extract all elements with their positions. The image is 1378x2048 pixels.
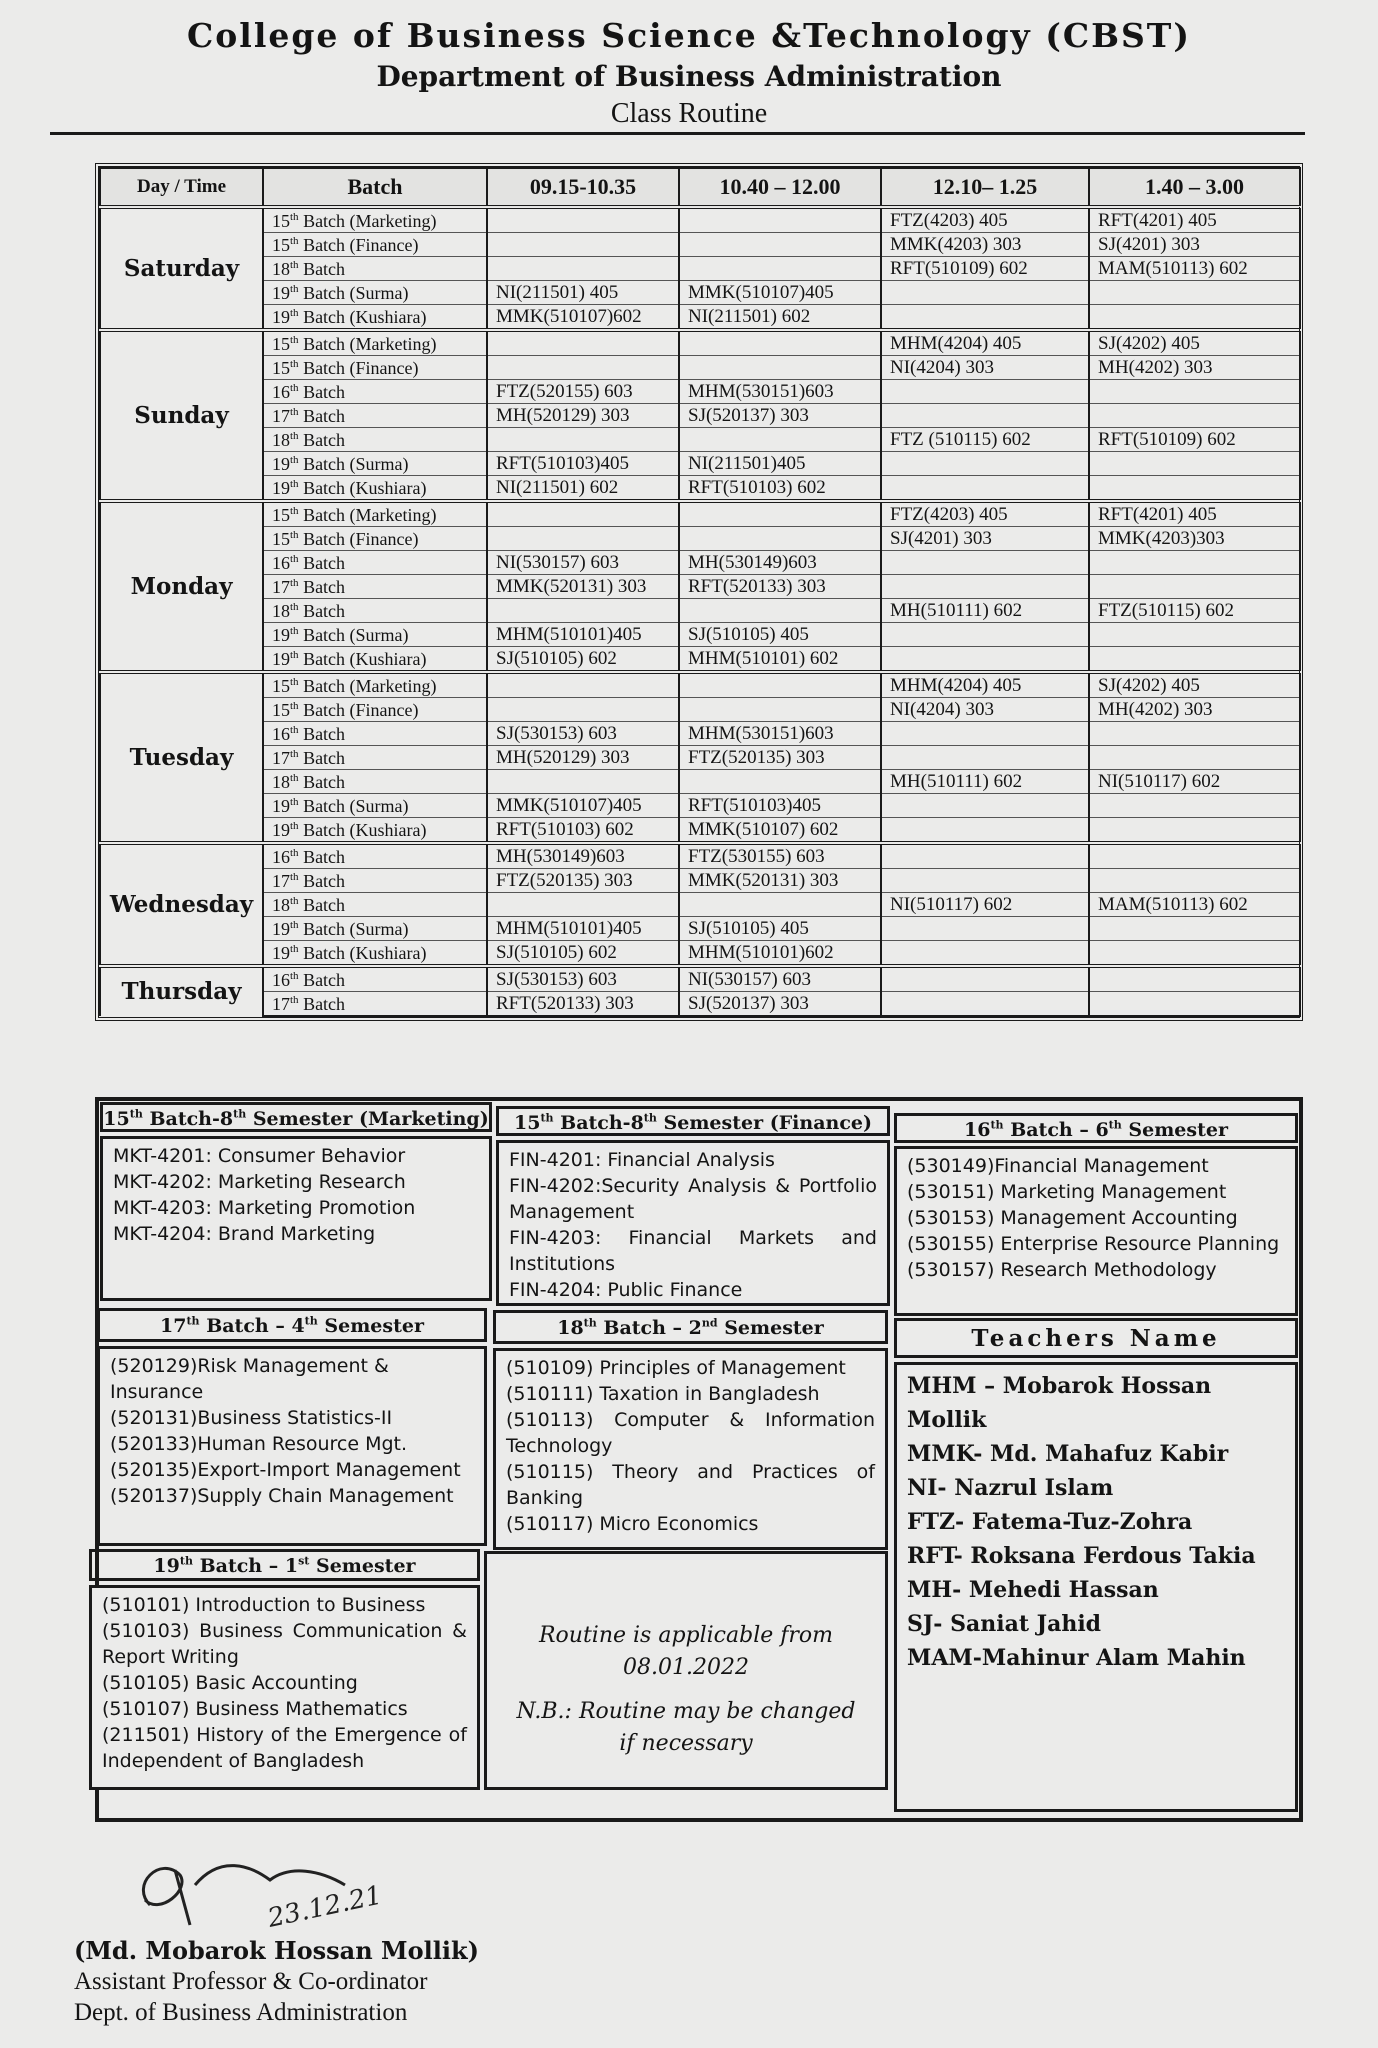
slot-2-cell (679, 330, 881, 356)
signature-scrawl (120, 1845, 385, 1935)
batch-cell: 19th Batch (Kushiara) (263, 941, 487, 967)
col-header-slot1: 09.15-10.35 (487, 168, 679, 207)
slot-3-cell: MH(510111) 602 (881, 770, 1089, 794)
slot-1-cell (487, 207, 679, 233)
slot-4-cell (1089, 941, 1300, 967)
batch-cell: 15th Batch (Finance) (263, 698, 487, 722)
slot-1-cell (487, 356, 679, 380)
slot-1-cell: SJ(530153) 603 (487, 722, 679, 746)
schedule-row (100, 941, 1300, 967)
batch-cell: 17th Batch (263, 992, 487, 1017)
batch-cell: 18th Batch (263, 599, 487, 623)
course-item: MKT-4203: Marketing Promotion (113, 1197, 416, 1219)
batch-cell: 18th Batch (263, 893, 487, 917)
batch-cell: 19th Batch (Surma) (263, 452, 487, 476)
course-item: (530153) Management Accounting (907, 1207, 1238, 1229)
schedule-row (100, 233, 1300, 257)
slot-1-cell: SJ(530153) 603 (487, 966, 679, 992)
schedule-row (100, 893, 1300, 917)
course-box-15th-marketing (100, 1136, 492, 1301)
schedule-row (100, 330, 1300, 356)
day-cell: Thursday (100, 966, 263, 1016)
slot-2-cell (679, 893, 881, 917)
day-cell: Tuesday (100, 672, 263, 843)
slot-3-cell: FTZ(4203) 405 (881, 501, 1089, 527)
batch-cell: 18th Batch (263, 770, 487, 794)
batch-cell: 15th Batch (Marketing) (263, 672, 487, 698)
slot-1-cell: MH(520129) 303 (487, 404, 679, 428)
slot-2-cell (679, 233, 881, 257)
batch-cell: 17th Batch (263, 575, 487, 599)
department-name: Department of Business Administration (376, 60, 1002, 93)
schedule-row (100, 843, 1300, 869)
slot-3-cell (881, 575, 1089, 599)
slot-2-cell: FTZ(520135) 303 (679, 746, 881, 770)
heading-19th: 19th Batch – 1st Semester (89, 1549, 480, 1581)
course-item: (510115) Theory and Practices of Banking (506, 1461, 875, 1509)
course-box-15th-finance (496, 1140, 890, 1306)
course-box-19th (89, 1585, 480, 1790)
schedule-table-frame (95, 163, 1303, 1021)
day-cell: Monday (100, 501, 263, 672)
course-item: (510111) Taxation in Bangladesh (506, 1383, 820, 1405)
batch-cell: 16th Batch (263, 551, 487, 575)
slot-1-cell (487, 893, 679, 917)
signatory-title: Assistant Professor & Co-ordinator (74, 1968, 428, 1995)
batch-cell: 18th Batch (263, 428, 487, 452)
batch-cell: 19th Batch (Kushiara) (263, 818, 487, 844)
slot-3-cell (881, 551, 1089, 575)
slot-2-cell (679, 257, 881, 281)
slot-1-cell: NI(211501) 405 (487, 281, 679, 305)
col-header-batch: Batch (263, 168, 487, 207)
slot-3-cell (881, 647, 1089, 673)
slot-4-cell (1089, 380, 1300, 404)
note-box (484, 1551, 888, 1790)
slot-2-cell (679, 599, 881, 623)
change-note: N.B.: Routine may be changed (516, 1699, 856, 1724)
teachers-list (897, 1365, 1295, 1679)
document-header (0, 14, 1378, 132)
slot-2-cell: MMK(510107)405 (679, 281, 881, 305)
slot-3-cell: NI(4204) 303 (881, 356, 1089, 380)
applicable-date-note: Routine is applicable from 08.01.2022 (538, 1623, 834, 1680)
batch-cell: 15th Batch (Finance) (263, 356, 487, 380)
schedule-row (100, 575, 1300, 599)
batch-cell: 17th Batch (263, 869, 487, 893)
slot-3-cell: RFT(510109) 602 (881, 257, 1089, 281)
slot-4-cell (1089, 746, 1300, 770)
teacher-entry: MH- Mehedi Hassan (907, 1577, 1159, 1603)
slot-4-cell (1089, 818, 1300, 844)
course-list (100, 1349, 484, 1513)
slot-4-cell (1089, 305, 1300, 331)
slot-3-cell: NI(510117) 602 (881, 893, 1089, 917)
course-item: (510117) Micro Economics (506, 1513, 759, 1535)
slot-4-cell (1089, 404, 1300, 428)
slot-2-cell: NI(211501)405 (679, 452, 881, 476)
schedule-row (100, 207, 1300, 233)
slot-1-cell: RFT(520133) 303 (487, 992, 679, 1017)
slot-1-cell: NI(530157) 603 (487, 551, 679, 575)
teacher-entry: NI- Nazrul Islam (907, 1475, 1114, 1501)
slot-2-cell (679, 770, 881, 794)
signatory-dept: Dept. of Business Administration (74, 1999, 408, 2026)
change-note-cont: if necessary (619, 1731, 753, 1756)
slot-4-cell (1089, 917, 1300, 941)
slot-2-cell: FTZ(530155) 603 (679, 843, 881, 869)
slot-3-cell: MH(510111) 602 (881, 599, 1089, 623)
batch-cell: 19th Batch (Surma) (263, 281, 487, 305)
slot-1-cell: MMK(520131) 303 (487, 575, 679, 599)
course-item: (510109) Principles of Management (506, 1357, 846, 1379)
slot-1-cell: RFT(510103)405 (487, 452, 679, 476)
schedule-row (100, 917, 1300, 941)
heading-17th: 17th Batch – 4th Semester (97, 1308, 487, 1342)
schedule-row (100, 404, 1300, 428)
slot-4-cell: MAM(510113) 602 (1089, 257, 1300, 281)
slot-1-cell (487, 330, 679, 356)
day-cell: Saturday (100, 207, 263, 330)
slot-3-cell (881, 869, 1089, 893)
slot-2-cell: NI(211501) 602 (679, 305, 881, 331)
slot-3-cell: FTZ (510115) 602 (881, 428, 1089, 452)
course-item: FIN-4203: Financial Markets and Institutions (509, 1227, 877, 1275)
batch-cell: 15th Batch (Finance) (263, 527, 487, 551)
schedule-row (100, 599, 1300, 623)
col-header-slot3: 12.10– 1.25 (881, 168, 1089, 207)
course-item: (520137)Supply Chain Management (110, 1485, 454, 1507)
slot-1-cell: SJ(510105) 602 (487, 647, 679, 673)
day-cell: Sunday (100, 330, 263, 501)
schedule-row (100, 992, 1300, 1017)
signatory-name: (Md. Mobarok Hossan Mollik) (74, 1936, 479, 1965)
college-name: College of Business Science &Technology (CBST) (187, 16, 1191, 55)
slot-1-cell: FTZ(520135) 303 (487, 869, 679, 893)
schedule-body (100, 207, 1300, 1016)
slot-4-cell: FTZ(510115) 602 (1089, 599, 1300, 623)
heading-15th-marketing: 15th Batch-8th Semester (Marketing) (100, 1102, 492, 1132)
schedule-row (100, 356, 1300, 380)
slot-2-cell (679, 698, 881, 722)
slot-1-cell: MMK(510107)405 (487, 794, 679, 818)
slot-4-cell (1089, 623, 1300, 647)
teacher-entry: MHM – Mobarok Hossan Mollik (907, 1373, 1212, 1433)
schedule-row (100, 428, 1300, 452)
slot-4-cell (1089, 843, 1300, 869)
slot-3-cell (881, 404, 1089, 428)
slot-3-cell (881, 746, 1089, 770)
batch-cell: 16th Batch (263, 843, 487, 869)
teacher-entry: FTZ- Fatema-Tuz-Zohra (907, 1509, 1193, 1535)
slot-3-cell (881, 476, 1089, 502)
course-item: (211501) History of the Emergence of Independent of Bangladesh (102, 1724, 467, 1772)
teacher-entry: SJ- Saniat Jahid (907, 1611, 1102, 1637)
slot-4-cell: RFT(4201) 405 (1089, 501, 1300, 527)
schedule-row (100, 869, 1300, 893)
course-item: (520133)Human Resource Mgt. (110, 1433, 408, 1455)
slot-2-cell (679, 207, 881, 233)
schedule-row (100, 527, 1300, 551)
batch-cell: 16th Batch (263, 722, 487, 746)
schedule-row (100, 501, 1300, 527)
teachers-box (894, 1362, 1298, 1812)
col-header-slot2: 10.40 – 12.00 (679, 168, 881, 207)
course-item: (520135)Export-Import Management (110, 1459, 461, 1481)
slot-1-cell: SJ(510105) 602 (487, 941, 679, 967)
slot-2-cell: MHM(530151)603 (679, 722, 881, 746)
schedule-row (100, 818, 1300, 844)
slot-3-cell (881, 992, 1089, 1017)
course-list (496, 1351, 885, 1541)
batch-cell: 15th Batch (Marketing) (263, 207, 487, 233)
slot-4-cell (1089, 794, 1300, 818)
slot-2-cell: MH(530149)603 (679, 551, 881, 575)
slot-2-cell: MHM(510101)602 (679, 941, 881, 967)
slot-2-cell: RFT(520133) 303 (679, 575, 881, 599)
batch-cell: 19th Batch (Kushiara) (263, 476, 487, 502)
slot-2-cell (679, 501, 881, 527)
slot-2-cell: SJ(520137) 303 (679, 404, 881, 428)
heading-16th: 16th Batch – 6th Semester (894, 1113, 1298, 1143)
slot-4-cell: RFT(510109) 602 (1089, 428, 1300, 452)
slot-3-cell (881, 452, 1089, 476)
slot-1-cell (487, 599, 679, 623)
course-item: MKT-4204: Brand Marketing (113, 1223, 376, 1245)
schedule-row (100, 722, 1300, 746)
slot-2-cell: MHM(510101) 602 (679, 647, 881, 673)
slot-2-cell: MMK(520131) 303 (679, 869, 881, 893)
batch-cell: 18th Batch (263, 257, 487, 281)
slot-4-cell: MH(4202) 303 (1089, 698, 1300, 722)
heading-teachers: Teachers Name (894, 1318, 1298, 1358)
slot-3-cell (881, 281, 1089, 305)
slot-3-cell (881, 305, 1089, 331)
schedule-row (100, 770, 1300, 794)
slot-1-cell: MH(530149)603 (487, 843, 679, 869)
slot-3-cell (881, 623, 1089, 647)
course-item: (510105) Basic Accounting (102, 1672, 358, 1694)
teacher-entry: MMK- Md. Mahafuz Kabir (907, 1441, 1229, 1467)
slot-4-cell (1089, 452, 1300, 476)
header-rule (50, 132, 1305, 135)
batch-cell: 15th Batch (Marketing) (263, 501, 487, 527)
course-list (92, 1588, 477, 1778)
slot-3-cell: FTZ(4203) 405 (881, 207, 1089, 233)
slot-4-cell: SJ(4202) 405 (1089, 330, 1300, 356)
slot-4-cell (1089, 647, 1300, 673)
slot-1-cell (487, 233, 679, 257)
slot-2-cell: MHM(530151)603 (679, 380, 881, 404)
schedule-row (100, 476, 1300, 502)
slot-3-cell: MHM(4204) 405 (881, 330, 1089, 356)
slot-3-cell (881, 843, 1089, 869)
slot-2-cell (679, 428, 881, 452)
slot-1-cell: MHM(510101)405 (487, 917, 679, 941)
schedule-table (99, 167, 1301, 1017)
slot-1-cell: RFT(510103) 602 (487, 818, 679, 844)
teacher-entry: RFT- Roksana Ferdous Takia (907, 1543, 1256, 1569)
slot-2-cell: SJ(510105) 405 (679, 917, 881, 941)
slot-2-cell: SJ(510105) 405 (679, 623, 881, 647)
slot-4-cell (1089, 722, 1300, 746)
course-list (499, 1143, 887, 1307)
slot-4-cell (1089, 869, 1300, 893)
schedule-row (100, 698, 1300, 722)
slot-3-cell (881, 818, 1089, 844)
schedule-row (100, 794, 1300, 818)
slot-1-cell (487, 428, 679, 452)
course-box-18th (493, 1348, 888, 1550)
slot-4-cell (1089, 281, 1300, 305)
slot-2-cell: RFT(510103)405 (679, 794, 881, 818)
slot-4-cell: SJ(4202) 405 (1089, 672, 1300, 698)
course-box-17th (97, 1346, 487, 1546)
course-item: FIN-4201: Financial Analysis (509, 1149, 775, 1171)
batch-cell: 15th Batch (Finance) (263, 233, 487, 257)
schedule-row (100, 281, 1300, 305)
slot-1-cell (487, 698, 679, 722)
course-item: (510101) Introduction to Business (102, 1594, 426, 1616)
batch-cell: 19th Batch (Kushiara) (263, 647, 487, 673)
course-item: MKT-4201: Consumer Behavior (113, 1145, 406, 1167)
batch-cell: 19th Batch (Surma) (263, 794, 487, 818)
slot-4-cell (1089, 575, 1300, 599)
schedule-row (100, 672, 1300, 698)
slot-1-cell: NI(211501) 602 (487, 476, 679, 502)
batch-cell: 17th Batch (263, 746, 487, 770)
slot-3-cell (881, 966, 1089, 992)
slot-1-cell: MH(520129) 303 (487, 746, 679, 770)
teacher-entry: MAM-Mahinur Alam Mahin (907, 1645, 1246, 1671)
batch-cell: 19th Batch (Surma) (263, 917, 487, 941)
schedule-row (100, 380, 1300, 404)
course-item: (530155) Enterprise Resource Planning (907, 1233, 1280, 1255)
schedule-row (100, 551, 1300, 575)
slot-3-cell (881, 794, 1089, 818)
schedule-row (100, 452, 1300, 476)
slot-4-cell (1089, 992, 1300, 1017)
slot-3-cell (881, 722, 1089, 746)
slot-3-cell (881, 380, 1089, 404)
slot-4-cell: MMK(4203)303 (1089, 527, 1300, 551)
slot-4-cell: MAM(510113) 602 (1089, 893, 1300, 917)
slot-4-cell: SJ(4201) 303 (1089, 233, 1300, 257)
slot-4-cell: NI(510117) 602 (1089, 770, 1300, 794)
course-item: (510107) Business Mathematics (102, 1698, 408, 1720)
schedule-row (100, 305, 1300, 331)
slot-2-cell (679, 672, 881, 698)
batch-cell: 19th Batch (Kushiara) (263, 305, 487, 331)
course-list (103, 1139, 489, 1251)
slot-2-cell: RFT(510103) 602 (679, 476, 881, 502)
slot-4-cell (1089, 551, 1300, 575)
schedule-row (100, 746, 1300, 770)
heading-15th-finance: 15th Batch-8th Semester (Finance) (496, 1106, 890, 1136)
course-box-16th (894, 1146, 1298, 1316)
slot-1-cell: MHM(510101)405 (487, 623, 679, 647)
course-item: (530149)Financial Management (907, 1155, 1209, 1177)
batch-cell: 15th Batch (Marketing) (263, 330, 487, 356)
course-item: (510113) Computer & Information Technology (506, 1409, 875, 1457)
schedule-header-row (100, 168, 1300, 207)
slot-3-cell: MMK(4203) 303 (881, 233, 1089, 257)
slot-3-cell: MHM(4204) 405 (881, 672, 1089, 698)
slot-4-cell: RFT(4201) 405 (1089, 207, 1300, 233)
course-item: FIN-4204: Public Finance (509, 1279, 743, 1301)
batch-cell: 16th Batch (263, 380, 487, 404)
signature-block (74, 1935, 479, 2028)
col-header-day: Day / Time (100, 168, 263, 207)
slot-1-cell: FTZ(520155) 603 (487, 380, 679, 404)
slot-2-cell: MMK(510107) 602 (679, 818, 881, 844)
slot-1-cell (487, 501, 679, 527)
course-list (897, 1149, 1295, 1287)
slot-1-cell (487, 527, 679, 551)
course-item: (530151) Marketing Management (907, 1181, 1227, 1203)
slot-4-cell: MH(4202) 303 (1089, 356, 1300, 380)
heading-18th: 18th Batch – 2nd Semester (493, 1310, 888, 1344)
batch-cell: 19th Batch (Surma) (263, 623, 487, 647)
signature-date: 23.12.21 (265, 1880, 385, 1934)
slot-2-cell (679, 527, 881, 551)
course-item: FIN-4202:Security Analysis & Portfolio Management (509, 1175, 877, 1223)
slot-4-cell (1089, 966, 1300, 992)
schedule-row (100, 966, 1300, 992)
course-item: (520131)Business Statistics-II (110, 1407, 393, 1429)
slot-2-cell (679, 356, 881, 380)
slot-1-cell (487, 672, 679, 698)
slot-1-cell (487, 770, 679, 794)
slot-3-cell (881, 917, 1089, 941)
slot-3-cell: NI(4204) 303 (881, 698, 1089, 722)
schedule-row (100, 257, 1300, 281)
slot-1-cell: MMK(510107)602 (487, 305, 679, 331)
slot-2-cell: SJ(520137) 303 (679, 992, 881, 1017)
slot-3-cell: SJ(4201) 303 (881, 527, 1089, 551)
slot-3-cell (881, 941, 1089, 967)
slot-1-cell (487, 257, 679, 281)
course-item: (530157) Research Methodology (907, 1259, 1217, 1281)
schedule-row (100, 623, 1300, 647)
course-item: (510103) Business Communication & Report Writing (102, 1620, 467, 1668)
slot-2-cell: NI(530157) 603 (679, 966, 881, 992)
course-item: MKT-4202: Marketing Research (113, 1171, 406, 1193)
schedule-row (100, 647, 1300, 673)
routine-title: Class Routine (610, 98, 768, 129)
batch-cell: 17th Batch (263, 404, 487, 428)
slot-4-cell (1089, 476, 1300, 502)
course-item: (520129)Risk Management & Insurance (110, 1355, 389, 1403)
col-header-slot4: 1.40 – 3.00 (1089, 168, 1300, 207)
day-cell: Wednesday (100, 843, 263, 966)
batch-cell: 16th Batch (263, 966, 487, 992)
